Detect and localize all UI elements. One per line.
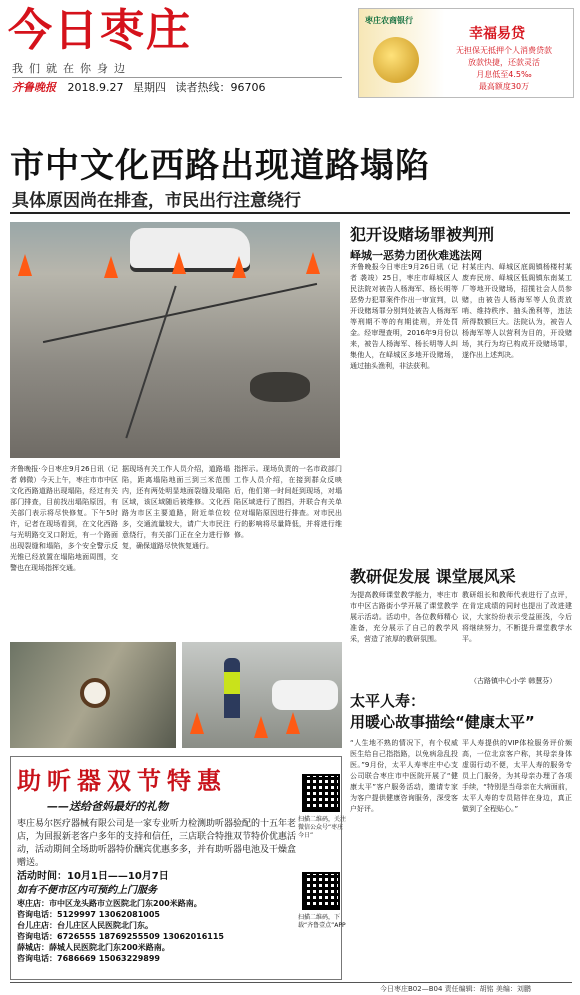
home-service-note: 如有不便市区内可预约上门服务 — [17, 885, 157, 896]
gambling-story-header — [350, 222, 572, 263]
education-story-title: 教研促发展 课堂展风采 — [350, 567, 516, 586]
masthead-title: 今日枣庄 — [8, 5, 192, 56]
lead-subhead: 具体原因尚在排查，市民出行注意绕行 — [12, 191, 301, 211]
hearing-aid-ad-slogan: ——送给爸妈最好的礼物 — [47, 800, 168, 813]
insurance-story-subtitle: 用暖心故事描绘“健康太平” — [350, 713, 535, 731]
gambling-story-title: 犯开设赌场罪被判刑 — [350, 225, 495, 244]
store-phone-xuecheng: 咨询电话：7686669 15063229899 — [17, 954, 160, 963]
store-address-xuecheng: 薛城店：薛城人民医院北门东200米路南。 — [17, 943, 170, 952]
reflective-vest — [224, 672, 240, 694]
gambling-story-column-1: 齐鲁晚报今日枣庄9月26日讯（记者 袭竣）25日，枣庄市峄城区人民法院对被告人杨海军、杨长明等恶势力犯罪案件作出一审宣判，以开设赌场罪分别判处被告人杨海军等刑期不等的有期徒刑，并处罚金。经审理查明，2016年9月份以来，被告人杨海军、杨长明等人纠集他人，在峄城区多地开设赌场，通过抽头渔利，非法获利。 — [350, 263, 458, 370]
masthead-info-bar — [12, 77, 342, 97]
watch-image — [80, 678, 110, 708]
app-qr-caption: 扫描二维码，下载“齐鲁壹点”APP — [298, 914, 346, 929]
road-crack — [125, 286, 176, 439]
divider — [10, 212, 570, 214]
bank-loan-ad — [358, 8, 574, 98]
road-collapse-photo — [10, 222, 340, 458]
lead-story-column-2: 据现场有关工作人员介绍，道路塌陷，距离塌陷地面三到三米范围内，还有两处明显地面裂缝及塌陷区域，该区域随后被维修。文化西路为市区主要道路，附近单位较多，交通流量较大，请广大市民注意绕行，有关部门正在全力进行修复，确保道路尽快恢复通行。 — [122, 465, 230, 550]
traffic-cone-icon — [190, 712, 204, 734]
ad-line-3: 月息低至4.5‰ — [476, 70, 532, 79]
traffic-cone-icon — [306, 252, 320, 274]
store-phone-zaozhuang: 咨询电话：5129997 13062081005 — [17, 910, 160, 919]
ad-line-4: 最高额度30万 — [478, 82, 530, 91]
ad-line-1: 无担保无抵押个人消费贷款 — [456, 46, 552, 55]
masthead-slogan: 我们就在你身边 — [12, 62, 131, 75]
hearing-aid-ad — [10, 756, 342, 980]
traffic-cone-icon — [18, 254, 32, 276]
store-address-taierzhuang: 台儿庄店：台儿庄区人民医院北门东。 — [17, 921, 153, 930]
brand-name: 齐鲁晚报 — [12, 81, 56, 94]
issue-weekday: 星期四 — [132, 81, 166, 94]
lead-headline: 市中文化西路出现道路塌陷 — [10, 146, 430, 186]
traffic-cone-icon — [172, 252, 186, 274]
crack-closeup-photo — [10, 642, 176, 748]
store-phone-taierzhuang: 咨询电话：6726555 18769255509 13062016115 — [17, 932, 224, 941]
education-story-column-2: 教研组长和教师代表进行了点评，在肯定成绩的同时也提出了改进建议，大家纷纷表示受益匪浅，今后将继续努力，不断提升课堂教学水平。 — [462, 591, 572, 643]
traffic-police-photo — [182, 642, 342, 748]
education-story-author: （古路镇中心小学 韩慧芬） — [470, 677, 557, 685]
traffic-cone-icon — [286, 712, 300, 734]
road-crack — [43, 283, 317, 343]
ad-bank-name: 枣庄农商银行 — [365, 16, 413, 25]
car-image — [272, 680, 338, 710]
traffic-cone-icon — [104, 256, 118, 278]
activity-time: 活动时间：10月1日——10月7日 — [17, 871, 169, 882]
road-hole — [250, 372, 310, 402]
ad-product-title: 幸福易贷 — [469, 26, 525, 42]
lead-story-column-1: 齐鲁晚报·今日枣庄9月26日讯（记者 韩微）今天上午，枣庄市市中区文化西路道路出现塌陷，经过有关部门排查，目前找出塌陷原因，有关部门表示将尽快修复。下午5时许，记者在现场看到，在文化西路与光明路交叉口附近，有一个路面出现裂缝和塌陷，多个安全警示反光锥已经放置在塌陷地面周围，交警也在现场指挥交通。 — [10, 465, 118, 572]
app-qr-code — [302, 872, 340, 910]
page-footer: 今日枣庄B02—B04 责任编辑：胡铭 美编：刘鹏 — [380, 985, 531, 993]
store-address-zaozhuang: 枣庄店：市中区龙头路市立医院北门东200米路南。 — [17, 899, 202, 908]
insurance-story-header — [350, 690, 572, 732]
hearing-aid-ad-text: 枣庄易尔医疗器械有限公司是一家专业听力检测助听器验配的十五年老店，为回报新老客户多年的支持和信任，三店联合特推双节特价优惠活动，活动期间全场助听器特价酬宾优惠多多，并有助听器电池及干燥盒赠送。 — [17, 819, 297, 868]
insurance-story-title: 太平人寿： — [350, 692, 426, 710]
traffic-cone-icon — [254, 716, 268, 738]
issue-date: 2018.9.27 — [67, 81, 124, 94]
education-story-column-1: 为提高教师课堂教学能力，枣庄市市中区古路街小学开展了课堂教学展示活动。活动中，各位教师精心准备，充分展示了自己的教学风采，营造了浓厚的教研氛围。 — [350, 591, 458, 643]
wechat-qr-caption: 扫描二维码，关注微信公众号“枣庄今日” — [298, 816, 347, 839]
insurance-story-column-1: “人生地不熟的情况下，有个权威医生给自己指指路，以免病急乱投医。”9月份，太平人寿枣庄中心支公司联合枣庄市中医院开展了“健康太平”客户服务活动，邀请专家为客户提供健康咨询服务，深受客户好评。 — [350, 739, 458, 813]
gambling-story-subtitle: 峄城一恶势力团伙难逃法网 — [350, 249, 482, 262]
insurance-story-column-2: 平人寿提供的VIP体检服务评价频高，一位北京客户称，其母亲身体虚弱行动不便，太平人寿的服务专员上门服务，为其母亲办理了各项手续，“特别是当母亲在大病面前，太平人寿的专员陪伴在身边，真正做到了全程贴心。” — [462, 739, 572, 813]
reader-hotline: 读者热线：96706 — [175, 81, 266, 94]
traffic-cone-icon — [232, 256, 246, 278]
wechat-qr-code — [302, 774, 340, 812]
gambling-story-column-2: 村某庄内、峄城区底阁镇杨楼村某废弃民房、峄城区低阁镇东南某工厂等地开设赌场，招揽社会人员参赌，由被告人杨海军等人负责放哨、维持秩序、抽头渔利等，违法所得数额巨大。法院认为，被告人杨海军等人以营利为目的，开设赌场，其行为均已构成开设赌场罪，遂作出上述判决。 — [462, 263, 572, 359]
hearing-aid-ad-title: 助听器双节特惠 — [17, 767, 227, 795]
gold-coins-icon — [373, 37, 419, 83]
ad-line-2: 放款快捷，还款灵活 — [468, 58, 540, 67]
footer-divider — [10, 982, 572, 983]
lead-story-column-3: 指挥示。现场负责的一名市政部门工作人员介绍，在接到群众反映后，他们第一时间赶到现场，对塌陷区域进行了围挡，并联合有关单位对塌陷原因进行排查。对市民出行的影响将尽量降低，并将进行维修。 — [234, 465, 342, 539]
